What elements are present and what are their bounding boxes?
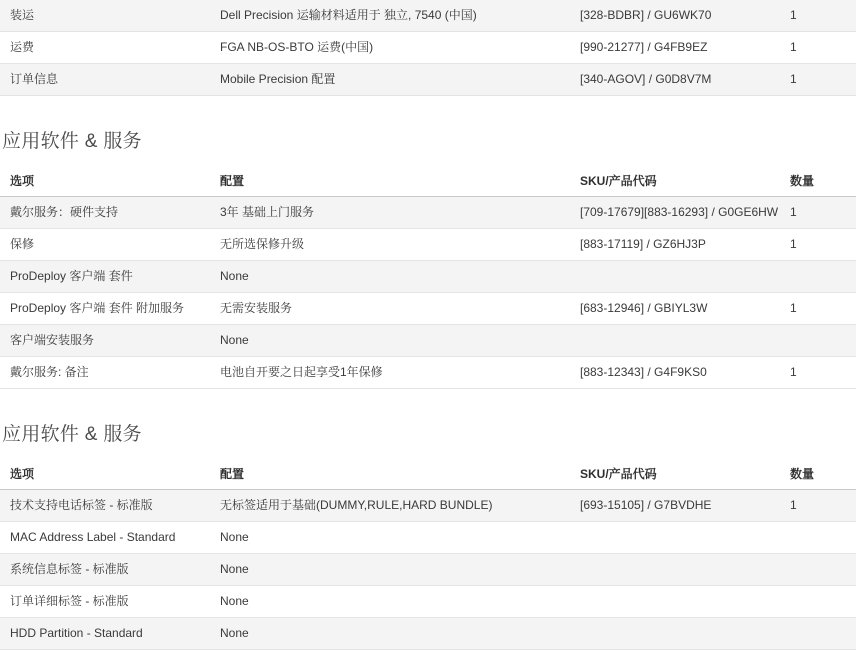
table-row bbox=[0, 64, 856, 96]
row-qty bbox=[780, 586, 856, 618]
row-option: 保修 bbox=[0, 229, 210, 261]
row-option: 戴尔服务: 备注 bbox=[0, 357, 210, 389]
row-sku bbox=[570, 554, 780, 586]
row-qty: 1 bbox=[780, 490, 856, 522]
row-qty: 1 bbox=[780, 0, 856, 32]
row-sku bbox=[570, 522, 780, 554]
table-row bbox=[0, 586, 856, 618]
row-config: 无标签适用于基础(DUMMY,RULE,HARD BUNDLE) bbox=[210, 490, 570, 522]
row-option: ProDeploy 客户端 套件 附加服务 bbox=[0, 293, 210, 325]
software-services-table-2 bbox=[0, 460, 856, 650]
row-option: 技术支持电话标签 - 标准版 bbox=[0, 490, 210, 522]
row-sku: [883-12343] / G4F9KS0 bbox=[570, 357, 780, 389]
row-qty bbox=[780, 261, 856, 293]
table-row bbox=[0, 522, 856, 554]
table-row bbox=[0, 618, 856, 650]
row-config: 3年 基础上门服务 bbox=[210, 197, 570, 229]
row-config: 电池自开要之日起享受1年保修 bbox=[210, 357, 570, 389]
table-row bbox=[0, 32, 856, 64]
row-sku bbox=[570, 261, 780, 293]
table-row bbox=[0, 261, 856, 293]
row-qty bbox=[780, 325, 856, 357]
section-title-software-services-2: 应用软件 & 服务 bbox=[2, 424, 142, 445]
row-config: Mobile Precision 配置 bbox=[210, 64, 570, 96]
row-qty bbox=[780, 554, 856, 586]
column-header-qty: 数量 bbox=[780, 460, 856, 490]
row-sku: [990-21277] / G4FB9EZ bbox=[570, 32, 780, 64]
column-header-option: 选项 bbox=[0, 167, 210, 197]
software-services-table-1 bbox=[0, 167, 856, 389]
row-config: Dell Precision 运输材料适用于 独立, 7540 (中国) bbox=[210, 0, 570, 32]
row-option: 装运 bbox=[0, 0, 210, 32]
row-sku: [883-17119] / GZ6HJ3P bbox=[570, 229, 780, 261]
row-sku: [709-17679][883-16293] / G0GE6HW bbox=[570, 197, 780, 229]
row-sku bbox=[570, 618, 780, 650]
row-config: FGA NB-OS-BTO 运费(中国) bbox=[210, 32, 570, 64]
row-sku: [340-AGOV] / G0D8V7M bbox=[570, 64, 780, 96]
row-option: 客户端安装服务 bbox=[0, 325, 210, 357]
table-row bbox=[0, 0, 856, 32]
row-option: 戴尔服务：硬件支持 bbox=[0, 197, 210, 229]
row-qty: 1 bbox=[780, 357, 856, 389]
table-header-row bbox=[0, 460, 856, 490]
table-row bbox=[0, 554, 856, 586]
row-sku: [683-12946] / GBIYL3W bbox=[570, 293, 780, 325]
row-sku: [693-15105] / G7BVDHE bbox=[570, 490, 780, 522]
row-qty: 1 bbox=[780, 229, 856, 261]
row-config: None bbox=[210, 554, 570, 586]
column-header-option: 选项 bbox=[0, 460, 210, 490]
row-option: 系统信息标签 - 标准版 bbox=[0, 554, 210, 586]
row-qty: 1 bbox=[780, 64, 856, 96]
spacer bbox=[0, 153, 856, 167]
section-title-software-services-1: 应用软件 & 服务 bbox=[2, 131, 142, 152]
row-qty bbox=[780, 522, 856, 554]
row-option: 订单信息 bbox=[0, 64, 210, 96]
row-sku bbox=[570, 325, 780, 357]
spacer bbox=[0, 96, 856, 126]
table-row bbox=[0, 197, 856, 229]
table-row bbox=[0, 357, 856, 389]
row-qty: 1 bbox=[780, 197, 856, 229]
row-config: None bbox=[210, 325, 570, 357]
row-option: 运费 bbox=[0, 32, 210, 64]
row-config: None bbox=[210, 586, 570, 618]
row-config: 无所选保修升级 bbox=[210, 229, 570, 261]
row-sku: [328-BDBR] / GU6WK70 bbox=[570, 0, 780, 32]
column-header-sku: SKU/产品代码 bbox=[570, 167, 780, 197]
table-row bbox=[0, 325, 856, 357]
table-row bbox=[0, 490, 856, 522]
row-option: ProDeploy 客户端 套件 bbox=[0, 261, 210, 293]
row-option: HDD Partition - Standard bbox=[0, 618, 210, 650]
row-config: None bbox=[210, 261, 570, 293]
row-option: 订单详细标签 - 标准版 bbox=[0, 586, 210, 618]
row-qty: 1 bbox=[780, 293, 856, 325]
row-qty bbox=[780, 618, 856, 650]
spacer bbox=[0, 389, 856, 419]
column-header-config: 配置 bbox=[210, 460, 570, 490]
table-row bbox=[0, 229, 856, 261]
column-header-config: 配置 bbox=[210, 167, 570, 197]
column-header-sku: SKU/产品代码 bbox=[570, 460, 780, 490]
shipping-info-table bbox=[0, 0, 856, 96]
row-qty: 1 bbox=[780, 32, 856, 64]
spacer bbox=[0, 446, 856, 460]
row-config: None bbox=[210, 522, 570, 554]
row-config: 无需安装服务 bbox=[210, 293, 570, 325]
table-header-row bbox=[0, 167, 856, 197]
row-option: MAC Address Label - Standard bbox=[0, 522, 210, 554]
row-sku bbox=[570, 586, 780, 618]
column-header-qty: 数量 bbox=[780, 167, 856, 197]
table-row bbox=[0, 293, 856, 325]
row-config: None bbox=[210, 618, 570, 650]
